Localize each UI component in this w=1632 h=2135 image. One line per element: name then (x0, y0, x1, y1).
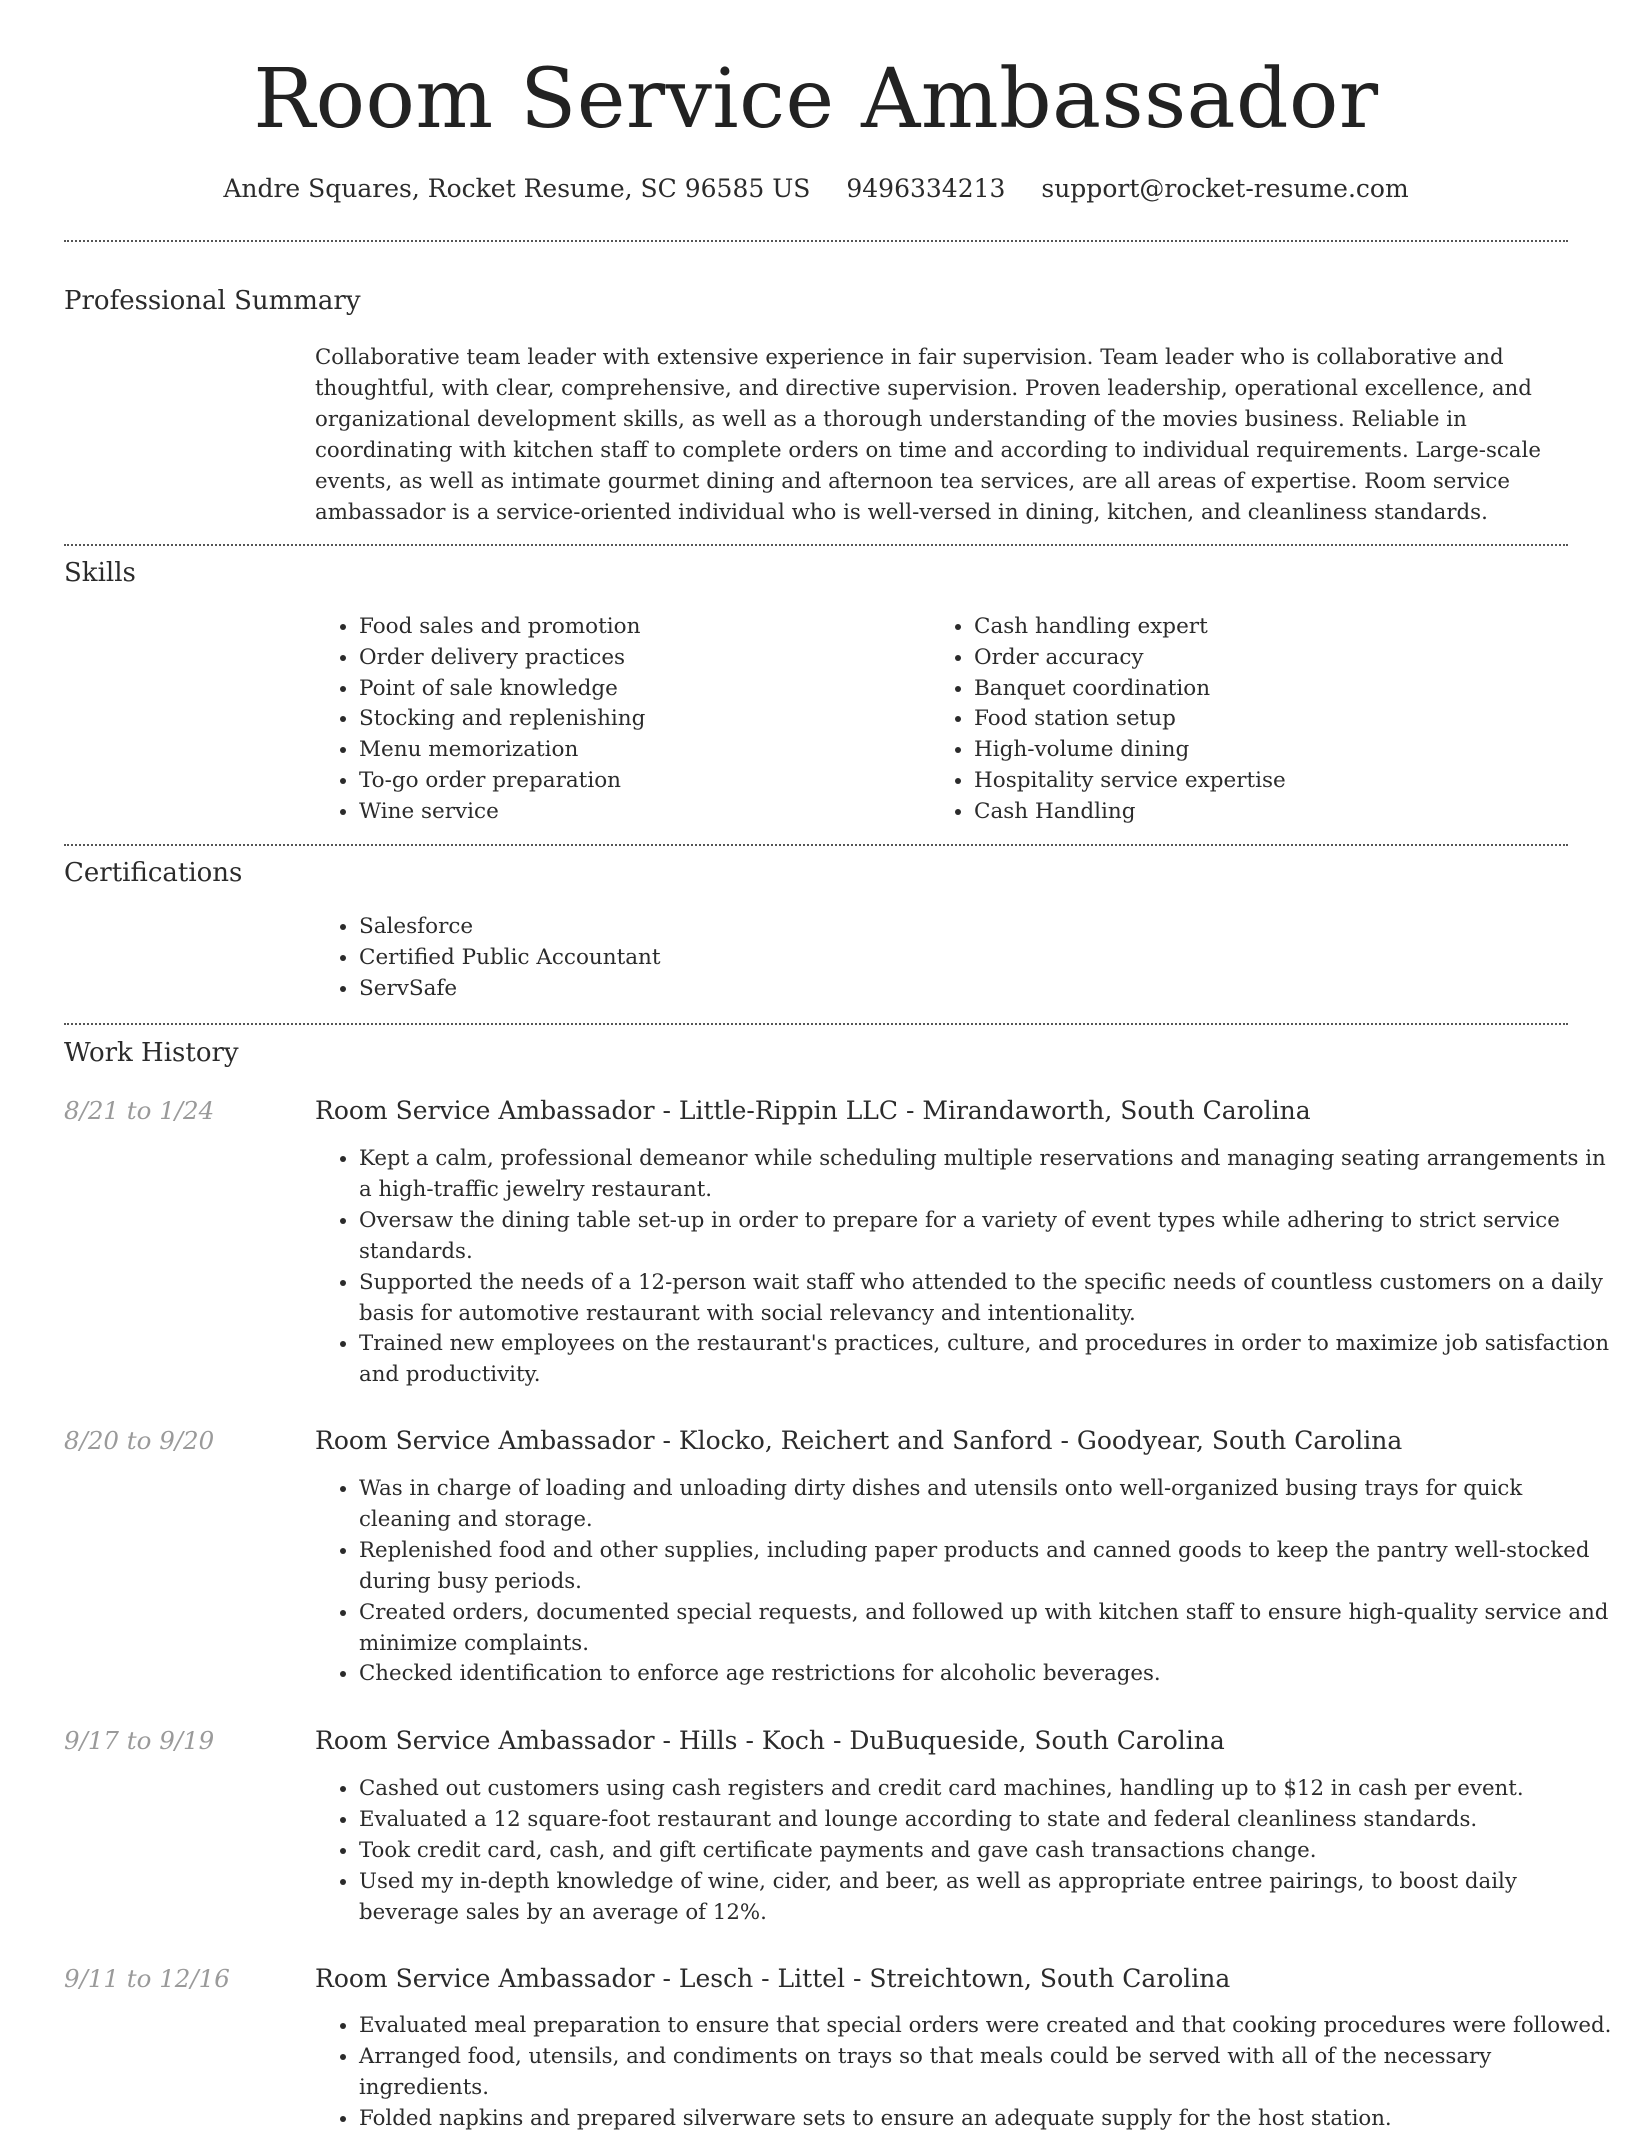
job-bullets (315, 1774, 1619, 1929)
certifications-list (315, 912, 1059, 1004)
job-bullets (315, 1144, 1619, 1391)
job-dates: 9/11 to 12/16 (64, 1964, 230, 1993)
job-dates: 8/21 to 1/24 (64, 1096, 215, 1125)
job-bullet: • Created orders, documented special requests, and followed up with kitchen staff to ensure high-quality service and minimize complaints. (359, 1598, 1619, 1660)
job-bullet: • Arranged food, utensils, and condiments on trays so that meals could be served with all of the necessary ingredients. (359, 2042, 1619, 2104)
job-bullet: • Was in charge of loading and unloading dirty dishes and utensils onto well-organized busing trays for quick cleaning and storage. (359, 1474, 1619, 1536)
skill-item: • Hospitality service expertise (974, 766, 1594, 797)
contact-email: support@rocket-resume.com (1041, 174, 1409, 203)
divider (64, 240, 1568, 242)
job-heading: Room Service Ambassador - Lesch - Littel - Streichtown, South Carolina (315, 1964, 1231, 1993)
skill-item: • Order accuracy (974, 643, 1594, 674)
section-title-skills: Skills (64, 558, 136, 588)
divider (64, 844, 1568, 846)
skills-list-right (930, 612, 1594, 828)
job-bullets (315, 2011, 1619, 2135)
job-heading: Room Service Ambassador - Hills - Koch - DuBuqueside, South Carolina (315, 1726, 1225, 1755)
job-bullet: • Replenished food and other supplies, including paper products and canned goods to keep the pantry well-stocked during busy periods. (359, 1536, 1619, 1598)
skill-item: • High-volume dining (974, 735, 1594, 766)
skill-item: • Order delivery practices (359, 643, 919, 674)
job-heading: Room Service Ambassador - Klocko, Reichert and Sanford - Goodyear, South Carolina (315, 1426, 1403, 1455)
job-bullets (315, 1474, 1619, 1690)
certification-item: • Salesforce (359, 912, 1059, 943)
job-bullet: • Oversaw the dining table set-up in order to prepare for a variety of event types while adhering to strict service standards. (359, 1206, 1619, 1268)
job-heading: Room Service Ambassador - Little-Rippin LLC - Mirandaworth, South Carolina (315, 1096, 1311, 1125)
job-dates: 9/17 to 9/19 (64, 1726, 215, 1755)
job-bullet: • Folded napkins and prepared silverware sets to ensure an adequate supply for the host station. (359, 2104, 1619, 2135)
section-title-work-history: Work History (64, 1038, 239, 1068)
job-bullet: • Used my in-depth knowledge of wine, cider, and beer, as well as appropriate entree pairings, to boost daily beverage sales by an average of 12%. (359, 1867, 1619, 1929)
contact-address: Andre Squares, Rocket Resume, SC 96585 US (223, 174, 811, 203)
skill-item: • Menu memorization (359, 735, 919, 766)
section-title-certifications: Certifications (64, 858, 243, 888)
skill-item: • Banquet coordination (974, 674, 1594, 705)
skill-item: • Wine service (359, 797, 919, 828)
skill-item: • Cash handling expert (974, 612, 1594, 643)
resume-title: Room Service Ambassador (253, 52, 1379, 147)
summary-text: Collaborative team leader with extensive experience in fair supervision. Team leader who is collaborative and thoughtful, with clear, comprehensive, and directive supervision. Proven leadership, operational excellence, and organizational development skills, as well as a thorough understanding of the movies business. Reliable in coordinating with kitchen staff to complete orders on time and according to individual requirements. Large-scale events, as well as intimate gourmet dining and afternoon tea services, are all areas of expertise. Room service ambassador is a service-oriented individual who is well-versed in dining, kitchen, and cleanliness standards. (315, 345, 1541, 525)
job-bullet: • Took credit card, cash, and gift certificate payments and gave cash transactions change. (359, 1836, 1619, 1867)
skill-item: • Stocking and replenishing (359, 704, 919, 735)
divider (64, 544, 1568, 546)
skill-item: • Food station setup (974, 704, 1594, 735)
job-bullet: • Evaluated a 12 square-foot restaurant and lounge according to state and federal cleanliness standards. (359, 1805, 1619, 1836)
job-bullet: • Checked identification to enforce age restrictions for alcoholic beverages. (359, 1659, 1619, 1690)
skill-item: • To-go order preparation (359, 766, 919, 797)
certification-item: • ServSafe (359, 974, 1059, 1005)
job-bullet: • Cashed out customers using cash registers and credit card machines, handling up to $12 in cash per event. (359, 1774, 1619, 1805)
skill-item: • Food sales and promotion (359, 612, 919, 643)
skill-item: • Point of sale knowledge (359, 674, 919, 705)
skill-item: • Cash Handling (974, 797, 1594, 828)
skills-list-left (315, 612, 919, 828)
section-title-summary: Professional Summary (64, 286, 361, 316)
job-bullet: • Trained new employees on the restaurant's practices, culture, and procedures in order to maximize job satisfaction and productivity. (359, 1329, 1619, 1391)
certification-item: • Certified Public Accountant (359, 943, 1059, 974)
contact-info (0, 172, 1632, 206)
job-bullet: • Supported the needs of a 12-person wait staff who attended to the specific needs of countless customers on a daily basis for automotive restaurant with social relevancy and intentionality. (359, 1268, 1619, 1330)
job-bullet: • Evaluated meal preparation to ensure that special orders were created and that cooking procedures were followed. (359, 2011, 1619, 2042)
job-bullet: • Kept a calm, professional demeanor while scheduling multiple reservations and managing seating arrangements in a high-traffic jewelry restaurant. (359, 1144, 1619, 1206)
divider (64, 1023, 1568, 1025)
job-dates: 8/20 to 9/20 (64, 1426, 215, 1455)
contact-phone: 9496334213 (846, 174, 1006, 203)
